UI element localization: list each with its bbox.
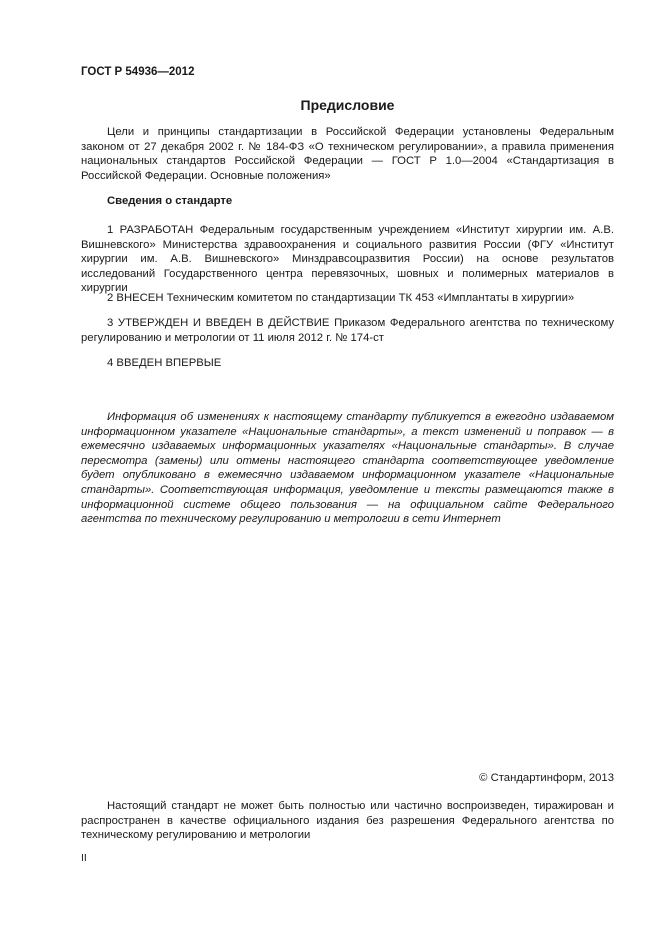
reproduction-notice: Настоящий стандарт не может быть полностью или частично воспроизведен, тиражирован и распространен в качестве официального издания без разрешения Федерального агентства по техническому регулированию и метрологии xyxy=(81,800,614,842)
info-item-approved: 3 УТВЕРЖДЕН И ВВЕДЕН В ДЕЙСТВИЕ Приказом Федерального агентства по техническому регулированию и метрологии от 11 июля 2012 г. № 174-ст xyxy=(81,317,614,344)
copyright-line: © Стандартинформ, 2013 xyxy=(479,772,614,784)
page-number: II xyxy=(81,852,87,864)
info-item-submitted: 2 ВНЕСЕН Техническим комитетом по стандартизации ТК 453 «Имплантаты в хирургии» xyxy=(107,292,575,304)
standard-info-heading: Сведения о стандарте xyxy=(107,195,233,207)
info-item-first-introduced: 4 ВВЕДЕН ВПЕРВЫЕ xyxy=(107,357,222,369)
changes-information: Информация об изменениях к настоящему стандарту публикуется в ежегодно издаваемом информационном указателе «Национальные стандарты», а текст изменений и поправок — в ежемесячно издаваемых информационных указателях «Национальные стандарты». В случае пересмотра (замены) или отмены настоящего стандарта соответствующее уведомление будет опубликовано в ежемесячно издаваемом информационном указателе «Национальные стандарты». Соответствующая информация, уведомление и тексты размещаются также в информационной системе общего пользования — на официальном сайте Федерального агентства по техническому регулированию и метрологии в сети Интернет xyxy=(81,411,614,526)
page-title: Предисловие xyxy=(300,97,395,113)
info-item-developed: 1 РАЗРАБОТАН Федеральным государственным учреждением «Институт хирургии им. А.В. Вишневского» Министерства здравоохранения и социального развития России (ФГУ «Институт хирургии им. А.В. Вишневского» Минздравсоцразвития России) на основе результатов исследований Государственного центра перевязочных, шовных и полимерных материалов в хирургии xyxy=(81,224,614,295)
document-number: ГОСТ Р 54936—2012 xyxy=(81,66,195,78)
preface-intro: Цели и принципы стандартизации в Российской Федерации установлены Федеральным законом от 27 декабря 2002 г. № 184-ФЗ «О техническом регулировании», а правила применения национальных стандартов Российской Федерации — ГОСТ Р 1.0—2004 «Стандартизация в Российской Федерации. Основные положения» xyxy=(81,126,614,182)
